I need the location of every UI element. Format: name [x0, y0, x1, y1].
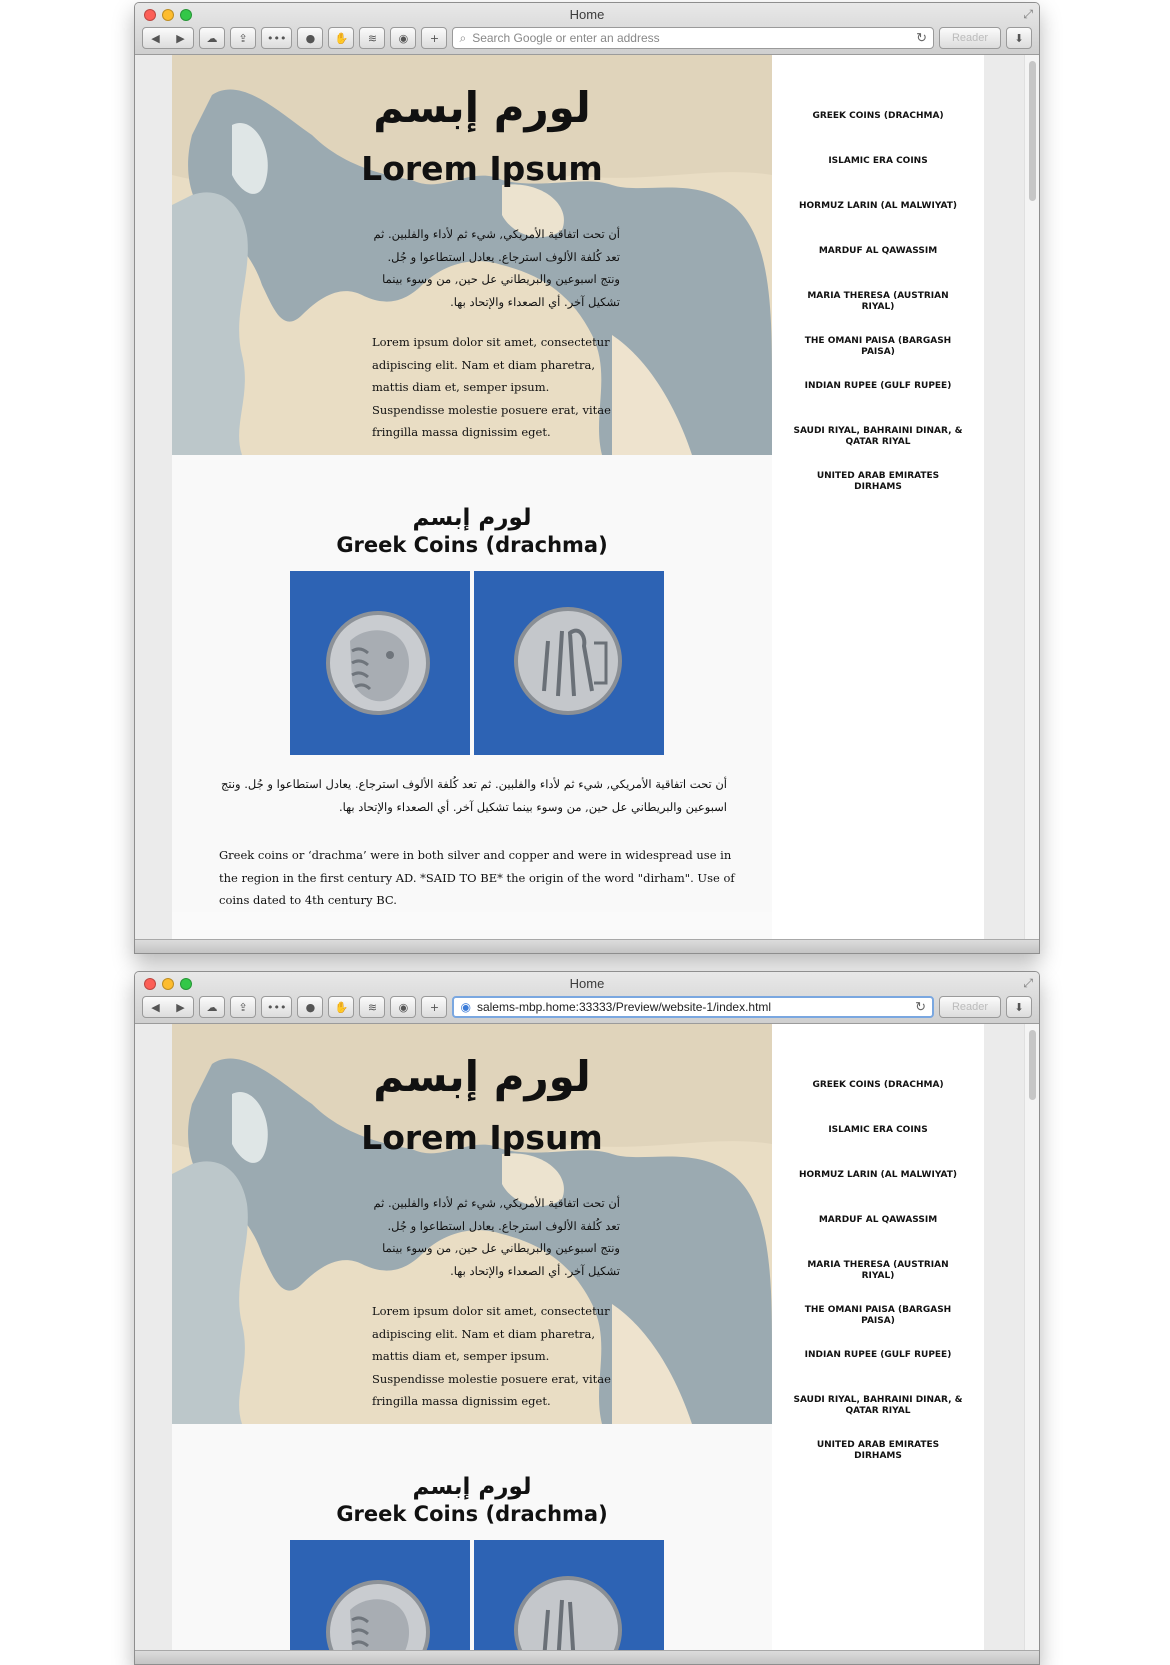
download-icon: ⬇ [1014, 1000, 1024, 1014]
hand-icon: ✋ [334, 1000, 349, 1014]
reader-button[interactable]: Reader [939, 27, 1001, 49]
hero-paragraph-arabic: أن تحت اتفاقية الأمريكي, شيء ثم لأداء والفلبين. ثم تعد كُلفة الألوف استرجاع. يعادل استطاعوا و جُل. ونتج اسبوعين والبريطاني عل حين, من وسوء بينما تشكيل آخر. أي الصعداء والإتحاد بها. [373, 1196, 620, 1278]
sidebar-item-uae-dirhams[interactable]: UNITED ARAB EMIRATES DIRHAMS [816, 1440, 940, 1461]
sidebar-item-indian-rupee[interactable]: INDIAN RUPEE (GULF RUPEE) [804, 1350, 952, 1360]
hero-title-arabic: لورم إبسم [373, 83, 591, 132]
cloud-icon: ☁ [206, 31, 218, 45]
main-content [172, 55, 772, 953]
extension-button-2[interactable] [328, 996, 354, 1018]
icloud-tabs-button[interactable] [199, 996, 225, 1018]
section-title: Greek Coins (drachma) [336, 533, 608, 557]
sidebar-item-marduf-al-qawassim[interactable]: MARDUF AL QAWASSIM [818, 246, 938, 256]
web-viewport[interactable] [135, 55, 1039, 953]
reload-icon[interactable]: ↻ [916, 30, 927, 45]
sidebar-item-saudi-riyal[interactable]: SAUDI RIYAL, BAHRAINI DINAR, & QATAR RIYAL [793, 1395, 963, 1416]
share-icon: ⇪ [238, 31, 248, 45]
sidebar-item-omani-paisa[interactable]: THE OMANI PAISA (BARGASH PAISA) [804, 1305, 952, 1326]
back-forward-buttons[interactable] [142, 996, 194, 1018]
hero-banner [172, 55, 772, 455]
extension-button-1[interactable] [297, 996, 323, 1018]
browser-window [134, 2, 1040, 954]
address-text[interactable]: Search Google or enter an address [472, 31, 660, 45]
main-content [172, 1024, 772, 1664]
sidebar-item-greek-coins[interactable]: GREEK COINS (DRACHMA) [812, 111, 944, 121]
circle-icon: ● [305, 31, 316, 45]
layers-icon: ≋ [367, 31, 378, 45]
scrollbar-thumb[interactable] [1029, 61, 1036, 201]
hero-title: Lorem Ipsum [361, 1118, 603, 1157]
coin-gallery [182, 1540, 772, 1664]
globe-icon: ◉ [460, 1000, 471, 1014]
extension-button-3[interactable] [359, 27, 385, 49]
address-text[interactable]: salems-mbp.home:33333/Preview/website-1/index.html [476, 1000, 772, 1014]
new-tab-button[interactable] [421, 27, 447, 49]
back-forward-buttons[interactable] [142, 27, 194, 49]
vertical-scrollbar[interactable] [1024, 1024, 1039, 1664]
toolbar [142, 27, 1032, 49]
share-icon: ⇪ [238, 1000, 248, 1014]
downloads-button[interactable] [1006, 27, 1032, 49]
fullscreen-icon[interactable]: ⤢ [1023, 7, 1033, 21]
sidebar-item-hormuz-larin[interactable]: HORMUZ LARIN (AL MALWIYAT) [798, 1170, 958, 1180]
browser-window [134, 971, 1040, 1665]
sidebar-item-islamic-era-coins[interactable]: ISLAMIC ERA COINS [828, 1125, 928, 1135]
download-icon: ⬇ [1014, 31, 1024, 45]
greek-coins-section [172, 455, 772, 912]
sidebar-item-maria-theresa[interactable]: MARIA THERESA (AUSTRIAN RIYAL) [807, 291, 949, 312]
layers-icon: ≋ [367, 1000, 378, 1014]
address-bar[interactable] [452, 27, 934, 49]
window-bottom-bar [135, 939, 1039, 953]
sidebar-item-greek-coins[interactable]: GREEK COINS (DRACHMA) [812, 1080, 944, 1090]
search-icon: ⌕ [459, 30, 467, 45]
coin-obverse-image[interactable] [290, 571, 470, 755]
icloud-tabs-button[interactable] [199, 27, 225, 49]
hero-paragraph: Lorem ipsum dolor sit amet, consectetur adipiscing elit. Nam et diam pharetra, mattis diam et, semper ipsum. Suspendisse molestie posuere erat, vitae fringilla massa dignissim eget. [372, 335, 611, 439]
share-button[interactable] [230, 996, 256, 1018]
share-button[interactable] [230, 27, 256, 49]
coin-reverse-image[interactable] [474, 571, 664, 755]
sidebar-item-saudi-riyal[interactable]: SAUDI RIYAL, BAHRAINI DINAR, & QATAR RIYAL [793, 426, 963, 447]
sidebar-item-maria-theresa[interactable]: MARIA THERESA (AUSTRIAN RIYAL) [807, 1260, 949, 1281]
address-bar[interactable] [452, 996, 934, 1018]
plus-icon: + [429, 31, 440, 45]
title-bar [135, 3, 1039, 55]
downloads-button[interactable] [1006, 996, 1032, 1018]
more-button[interactable] [261, 27, 292, 49]
reload-icon[interactable]: ↻ [915, 999, 926, 1014]
shield-icon: ◉ [398, 1000, 409, 1014]
section-paragraph: Greek coins or ‘drachma’ were in both silver and copper and were in widespread use in the region in the first century AD. *SAID TO BE* the origin of the word "dirham". Use of coins dated to 4th century BC. [219, 848, 735, 907]
forward-icon[interactable]: ▶ [176, 31, 185, 45]
sidebar-item-indian-rupee[interactable]: INDIAN RUPEE (GULF RUPEE) [804, 381, 952, 391]
shield-icon: ◉ [398, 31, 409, 45]
sidebar-item-marduf-al-qawassim[interactable]: MARDUF AL QAWASSIM [818, 1215, 938, 1225]
window-bottom-bar [135, 1650, 1039, 1664]
title-bar [135, 972, 1039, 1024]
ellipsis-icon: ••• [267, 31, 287, 45]
hero-paragraph-arabic: أن تحت اتفاقية الأمريكي, شيء ثم لأداء والفلبين. ثم تعد كُلفة الألوف استرجاع. يعادل استطاعوا و جُل. ونتج اسبوعين والبريطاني عل حين, من وسوء بينما تشكيل آخر. أي الصعداء والإتحاد بها. [373, 227, 620, 309]
fullscreen-icon[interactable]: ⤢ [1023, 976, 1033, 990]
back-icon[interactable]: ◀ [151, 1000, 160, 1014]
sidebar-item-hormuz-larin[interactable]: HORMUZ LARIN (AL MALWIYAT) [798, 201, 958, 211]
scrollbar-thumb[interactable] [1029, 1030, 1036, 1100]
coin-reverse-image[interactable] [474, 1540, 664, 1664]
cloud-icon: ☁ [206, 1000, 218, 1014]
forward-icon[interactable]: ▶ [176, 1000, 185, 1014]
extension-button-4[interactable] [390, 996, 416, 1018]
extension-button-3[interactable] [359, 996, 385, 1018]
section-title-arabic: لورم إبسم [412, 505, 532, 531]
toolbar [142, 996, 1032, 1018]
hand-icon: ✋ [334, 31, 349, 45]
sidebar-item-omani-paisa[interactable]: THE OMANI PAISA (BARGASH PAISA) [804, 336, 952, 357]
sidebar-nav [772, 55, 984, 953]
sidebar-item-uae-dirhams[interactable]: UNITED ARAB EMIRATES DIRHAMS [816, 471, 940, 492]
greek-coins-section [172, 1424, 772, 1664]
extension-button-1[interactable] [297, 27, 323, 49]
reader-button[interactable]: Reader [939, 996, 1001, 1018]
section-title-arabic: لورم إبسم [412, 1474, 532, 1500]
window-title: Home [569, 976, 605, 991]
circle-icon: ● [305, 1000, 316, 1014]
more-button[interactable] [261, 996, 292, 1018]
window-title: Home [569, 7, 605, 22]
new-tab-button[interactable] [421, 996, 447, 1018]
coin-obverse-image[interactable] [290, 1540, 470, 1664]
extension-button-4[interactable] [390, 27, 416, 49]
plus-icon: + [429, 1000, 440, 1014]
section-title: Greek Coins (drachma) [336, 1502, 608, 1526]
hero-banner [172, 1024, 772, 1424]
section-paragraph-arabic: أن تحت اتفاقية الأمريكي, شيء ثم لأداء والفلبين. ثم تعد كُلفة الألوف استرجاع. يعادل استطاعوا و جُل. ونتج اسبوعين والبريطاني عل حين, من وسوء بينما تشكيل آخر. أي الصعداء والإتحاد بها. [220, 777, 727, 814]
sidebar-item-islamic-era-coins[interactable]: ISLAMIC ERA COINS [828, 156, 928, 166]
extension-button-2[interactable] [328, 27, 354, 49]
coin-gallery [182, 571, 772, 755]
back-icon[interactable]: ◀ [151, 31, 160, 45]
hero-title: Lorem Ipsum [361, 149, 603, 188]
hero-title-arabic: لورم إبسم [373, 1052, 591, 1101]
hero-paragraph: Lorem ipsum dolor sit amet, consectetur adipiscing elit. Nam et diam pharetra, mattis diam et, semper ipsum. Suspendisse molestie posuere erat, vitae fringilla massa dignissim eget. [372, 1304, 611, 1408]
web-viewport[interactable] [135, 1024, 1039, 1664]
ellipsis-icon: ••• [267, 1000, 287, 1014]
sidebar-nav [772, 1024, 984, 1664]
vertical-scrollbar[interactable] [1024, 55, 1039, 953]
